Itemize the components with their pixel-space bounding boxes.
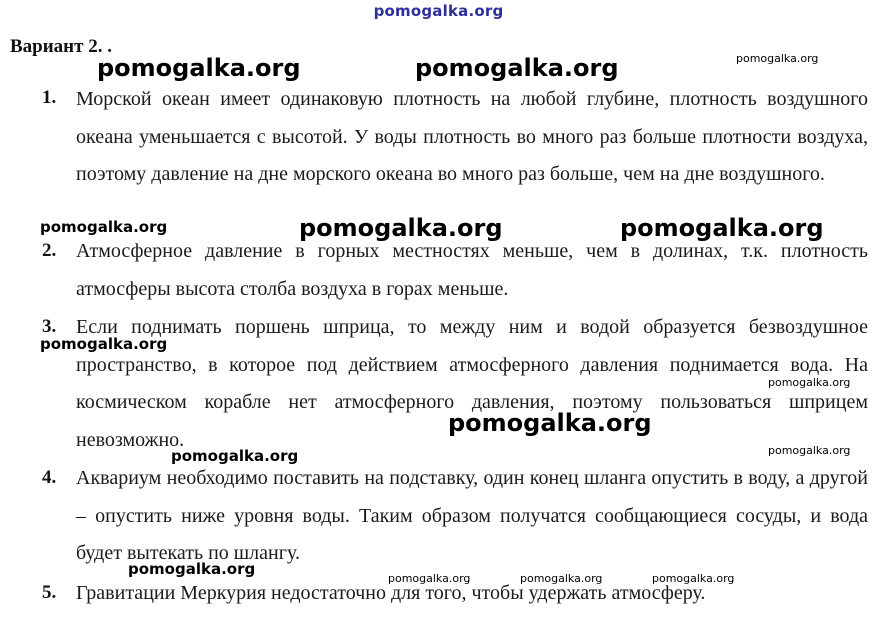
watermark: pomogalka.org xyxy=(388,572,471,585)
watermark: pomogalka.org xyxy=(299,214,503,242)
watermark: pomogalka.org xyxy=(97,54,301,82)
item-text-5: Гравитации Меркурия недостаточно для того, чтобы удержать атмосферу. xyxy=(76,582,706,604)
item-number-4: 4. xyxy=(42,467,57,488)
document-title: Вариант 2. . xyxy=(10,36,112,57)
watermark: pomogalka.org xyxy=(520,572,603,585)
watermark: pomogalka.org xyxy=(768,444,851,457)
item-number-5: 5. xyxy=(42,582,57,603)
item-number-3: 3. xyxy=(42,316,57,337)
item-text-4: Аквариум необходимо поставить на подставку, один конец шланга опустить в воду, а другой – опустить ниже уровня воды. Таким образом получатся сообщающиеся сосуды, и вода будет вытекать по шлангу. xyxy=(76,467,868,565)
item-text-2: Атмосферное давление в горных местностях меньше, чем в долинах, т.к. плотность атмосферы высота столба воздуха в горах меньше. xyxy=(76,240,868,300)
watermark: pomogalka.org xyxy=(768,376,851,389)
watermark: pomogalka.org xyxy=(40,335,168,353)
watermark: pomogalka.org xyxy=(736,52,819,65)
item-number-2: 2. xyxy=(42,240,57,261)
watermark: pomogalka.org xyxy=(415,54,619,82)
item-text-1: Морской океан имеет одинаковую плотность на любой глубине, плотность воздушного океана уменьшается с высотой. У воды плотность во много раз больше плотности воздуха, поэтому давление на дне морского океана во много раз больше, чем на дне воздушного. xyxy=(76,88,868,186)
watermark: pomogalka.org xyxy=(620,214,824,242)
item-text-3: Если поднимать поршень шприца, то между ним и водой образуется безвоздушное пространство, в которое под действием атмосферного давления поднимается вода. На космическом корабле нет атмосферного давления, поэтому пользоваться шприцем невозможно. xyxy=(76,316,868,452)
item-number-1: 1. xyxy=(42,87,57,108)
watermark: pomogalka.org xyxy=(448,409,652,437)
header-watermark: pomogalka.org xyxy=(373,2,504,20)
watermark: pomogalka.org xyxy=(171,447,299,465)
watermark: pomogalka.org xyxy=(128,560,256,578)
watermark: pomogalka.org xyxy=(652,572,735,585)
watermark: pomogalka.org xyxy=(40,218,168,236)
